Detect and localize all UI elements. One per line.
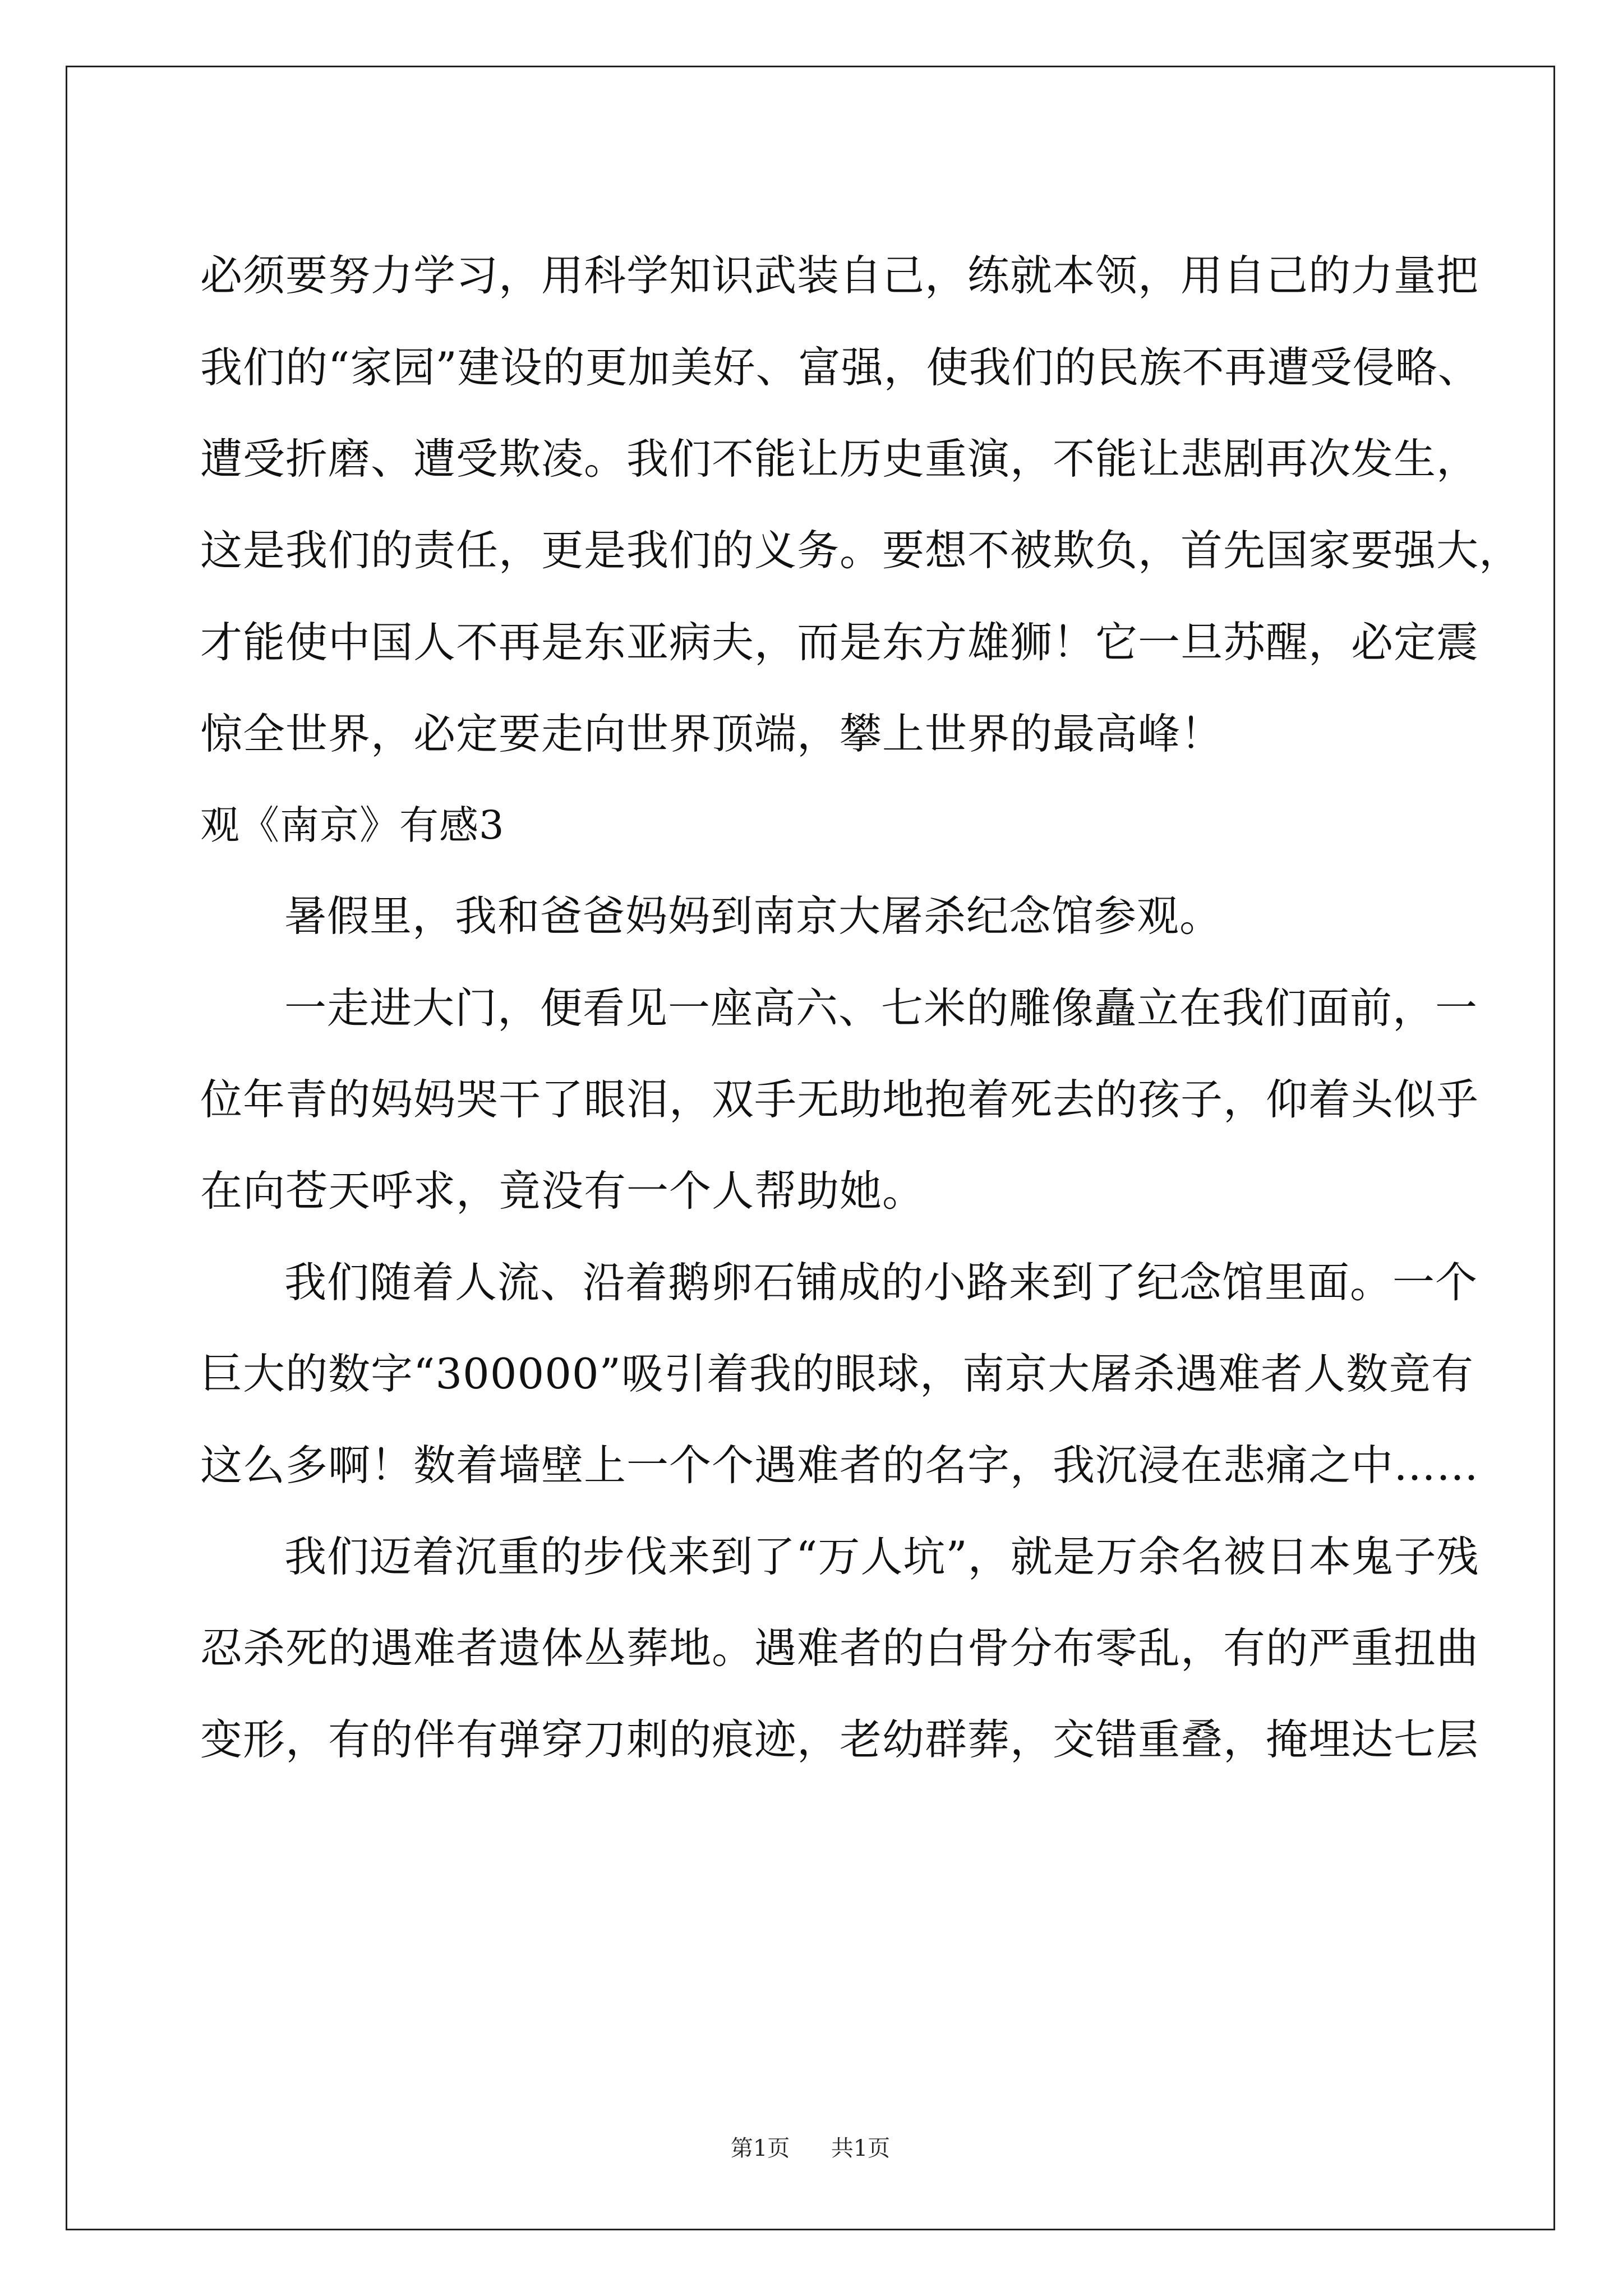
text-line: 在向苍天呼求，竟没有一个人帮助她。 (200, 1166, 925, 1216)
text-line: 我们迈着沉重的步伐来到了“万人坑”，就是万余名被日本鬼子残 (284, 1532, 1479, 1581)
page-number-total: 共1页 (831, 2136, 891, 2161)
page-footer (67, 2135, 1553, 2162)
text-line: 位年青的妈妈哭干了眼泪，双手无助地抱着死去的孩子，仰着头似乎 (200, 1075, 1479, 1124)
page-number-current: 第1页 (730, 2136, 790, 2161)
text-line: 忍杀死的遇难者遗体丛葬地。遇难者的白骨分布零乱，有的严重扭曲 (200, 1623, 1479, 1673)
text-line: 巨大的数字“300000”吸引着我的眼球，南京大屠杀遇难者人数竟有 (200, 1349, 1474, 1398)
text-line: 惊全世界，必定要走向世界顶端，攀上世界的最高峰！ (200, 709, 1224, 758)
text-line: 暑假里，我和爸爸妈妈到南京大屠杀纪念馆参观。 (284, 891, 1223, 941)
text-line: 变形，有的伴有弹穿刀刺的痕迹，老幼群葬，交错重叠，掩埋达七层 (200, 1715, 1479, 1764)
text-line: 遭受折磨、遭受欺凌。我们不能让历史重演，不能让悲剧再次发生， (200, 434, 1479, 484)
text-line: 必须要努力学习，用科学知识武装自己，练就本领，用自己的力量把 (200, 251, 1479, 300)
document-body (67, 67, 1553, 2229)
text-line: 这是我们的责任，更是我们的义务。要想不被欺负，首先国家要强大， (200, 526, 1522, 575)
section-heading: 观《南京》有感3 (200, 802, 505, 848)
text-line: 我们随着人流、沿着鹅卵石铺成的小路来到了纪念馆里面。一个 (284, 1258, 1478, 1307)
text-line: 一走进大门，便看见一座高六、七米的雕像矗立在我们面前，一 (284, 983, 1478, 1033)
text-line: 我们的“家园”建设的更加美好、富强，使我们的民族不再遭受侵略、 (200, 343, 1481, 392)
text-line: 这么多啊！数着墙壁上一个个遇难者的名字，我沉浸在悲痛之中…… (200, 1441, 1479, 1490)
text-line: 才能使中国人不再是东亚病夫，而是东方雄狮！它一旦苏醒，必定震 (200, 618, 1479, 667)
page-frame (66, 66, 1555, 2230)
